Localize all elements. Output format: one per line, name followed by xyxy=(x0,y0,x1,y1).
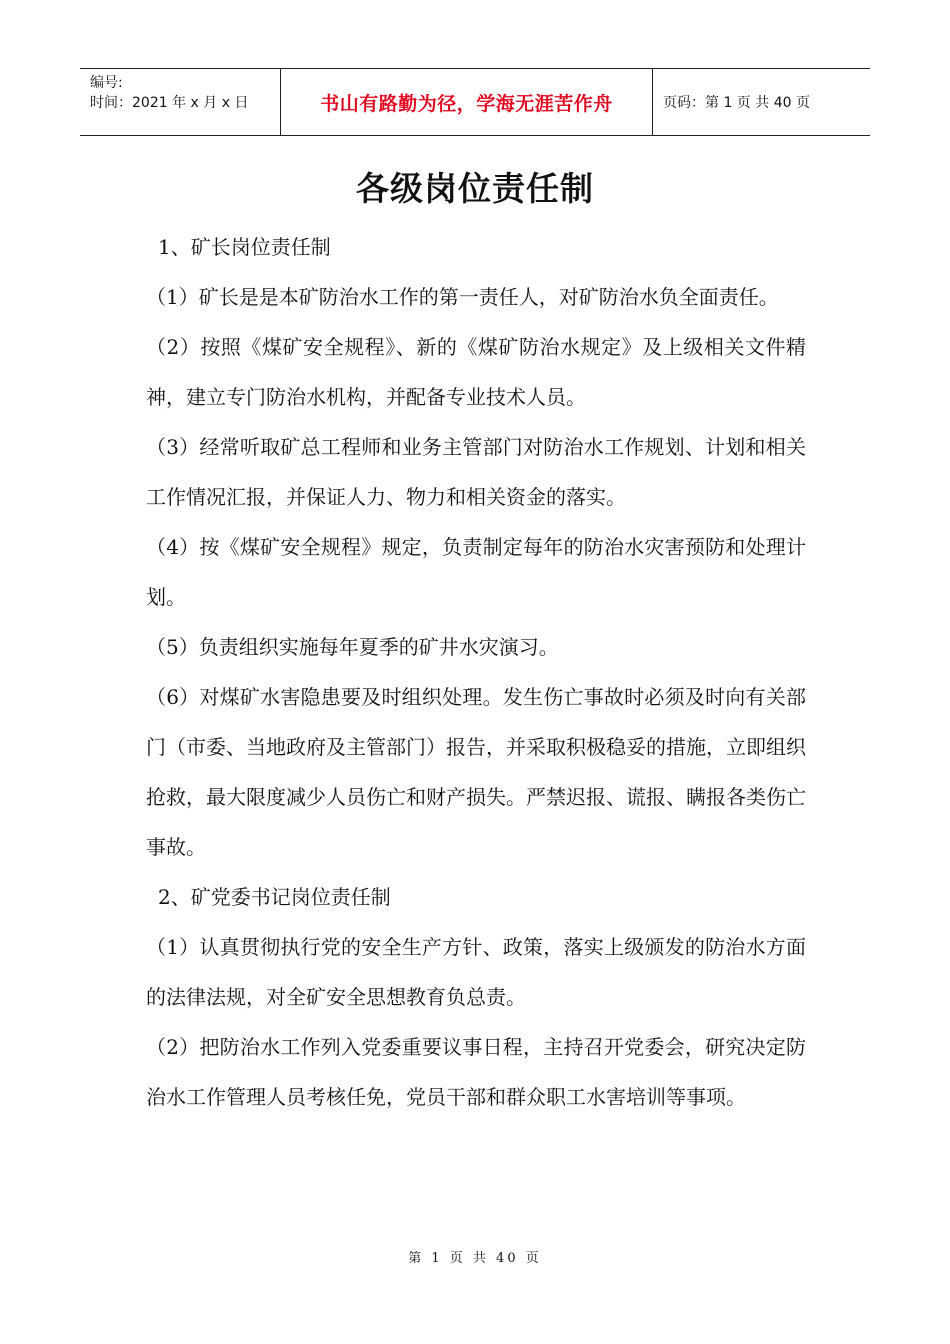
paragraph: （4）按《煤矿安全规程》规定，负责制定每年的防治水灾害预防和处理计划。 xyxy=(146,535,806,609)
document-number-label: 编号: xyxy=(90,75,123,91)
paragraph: （1）认真贯彻执行党的安全生产方针、政策，落实上级颁发的防治水方面的法律法规，对全矿安全思想教育负总责。 xyxy=(146,935,806,1009)
paragraph: （2）按照《煤矿安全规程》、新的《煤矿防治水规定》及上级相关文件精神，建立专门防治水机构，并配备专业技术人员。 xyxy=(146,335,806,409)
document-title: 各级岗位责任制 xyxy=(356,169,594,208)
header-motto: 书山有路勤为径，学海无涯苦作舟 xyxy=(280,69,653,135)
header-meta xyxy=(80,69,280,135)
document-header xyxy=(80,68,870,136)
paragraph: （3）经常听取矿总工程师和业务主管部门对防治水工作规划、计划和相关工作情况汇报，并保证人力、物力和相关资金的落实。 xyxy=(146,435,806,509)
document-time-label: 时间：2021 年 x 月 x 日 xyxy=(90,95,249,111)
paragraph: （1）矿长是是本矿防治水工作的第一责任人，对矿防治水负全面责任。 xyxy=(146,285,779,309)
section-heading: 1、矿长岗位责任制 xyxy=(158,235,331,259)
document-body xyxy=(146,222,806,1122)
section-heading: 2、矿党委书记岗位责任制 xyxy=(158,885,391,909)
header-page-label: 页码：第 1 页 共 40 页 xyxy=(663,95,810,111)
paragraph: （6）对煤矿水害隐患要及时组织处理。发生伤亡事故时必须及时向有关部门（市委、当地政府及主管部门）报告，并采取积极稳妥的措施，立即组织抢救，最大限度减少人员伤亡和财产损失。严禁迟报、谎报、瞒报各类伤亡事故。 xyxy=(146,685,806,859)
paragraph: （5）负责组织实施每年夏季的矿井水灾演习。 xyxy=(146,635,559,659)
page-footer: 第 1 页 共 40 页 xyxy=(408,1251,542,1266)
paragraph: （2）把防治水工作列入党委重要议事日程，主持召开党委会，研究决定防治水工作管理人员考核任免，党员干部和群众职工水害培训等事项。 xyxy=(146,1035,806,1109)
